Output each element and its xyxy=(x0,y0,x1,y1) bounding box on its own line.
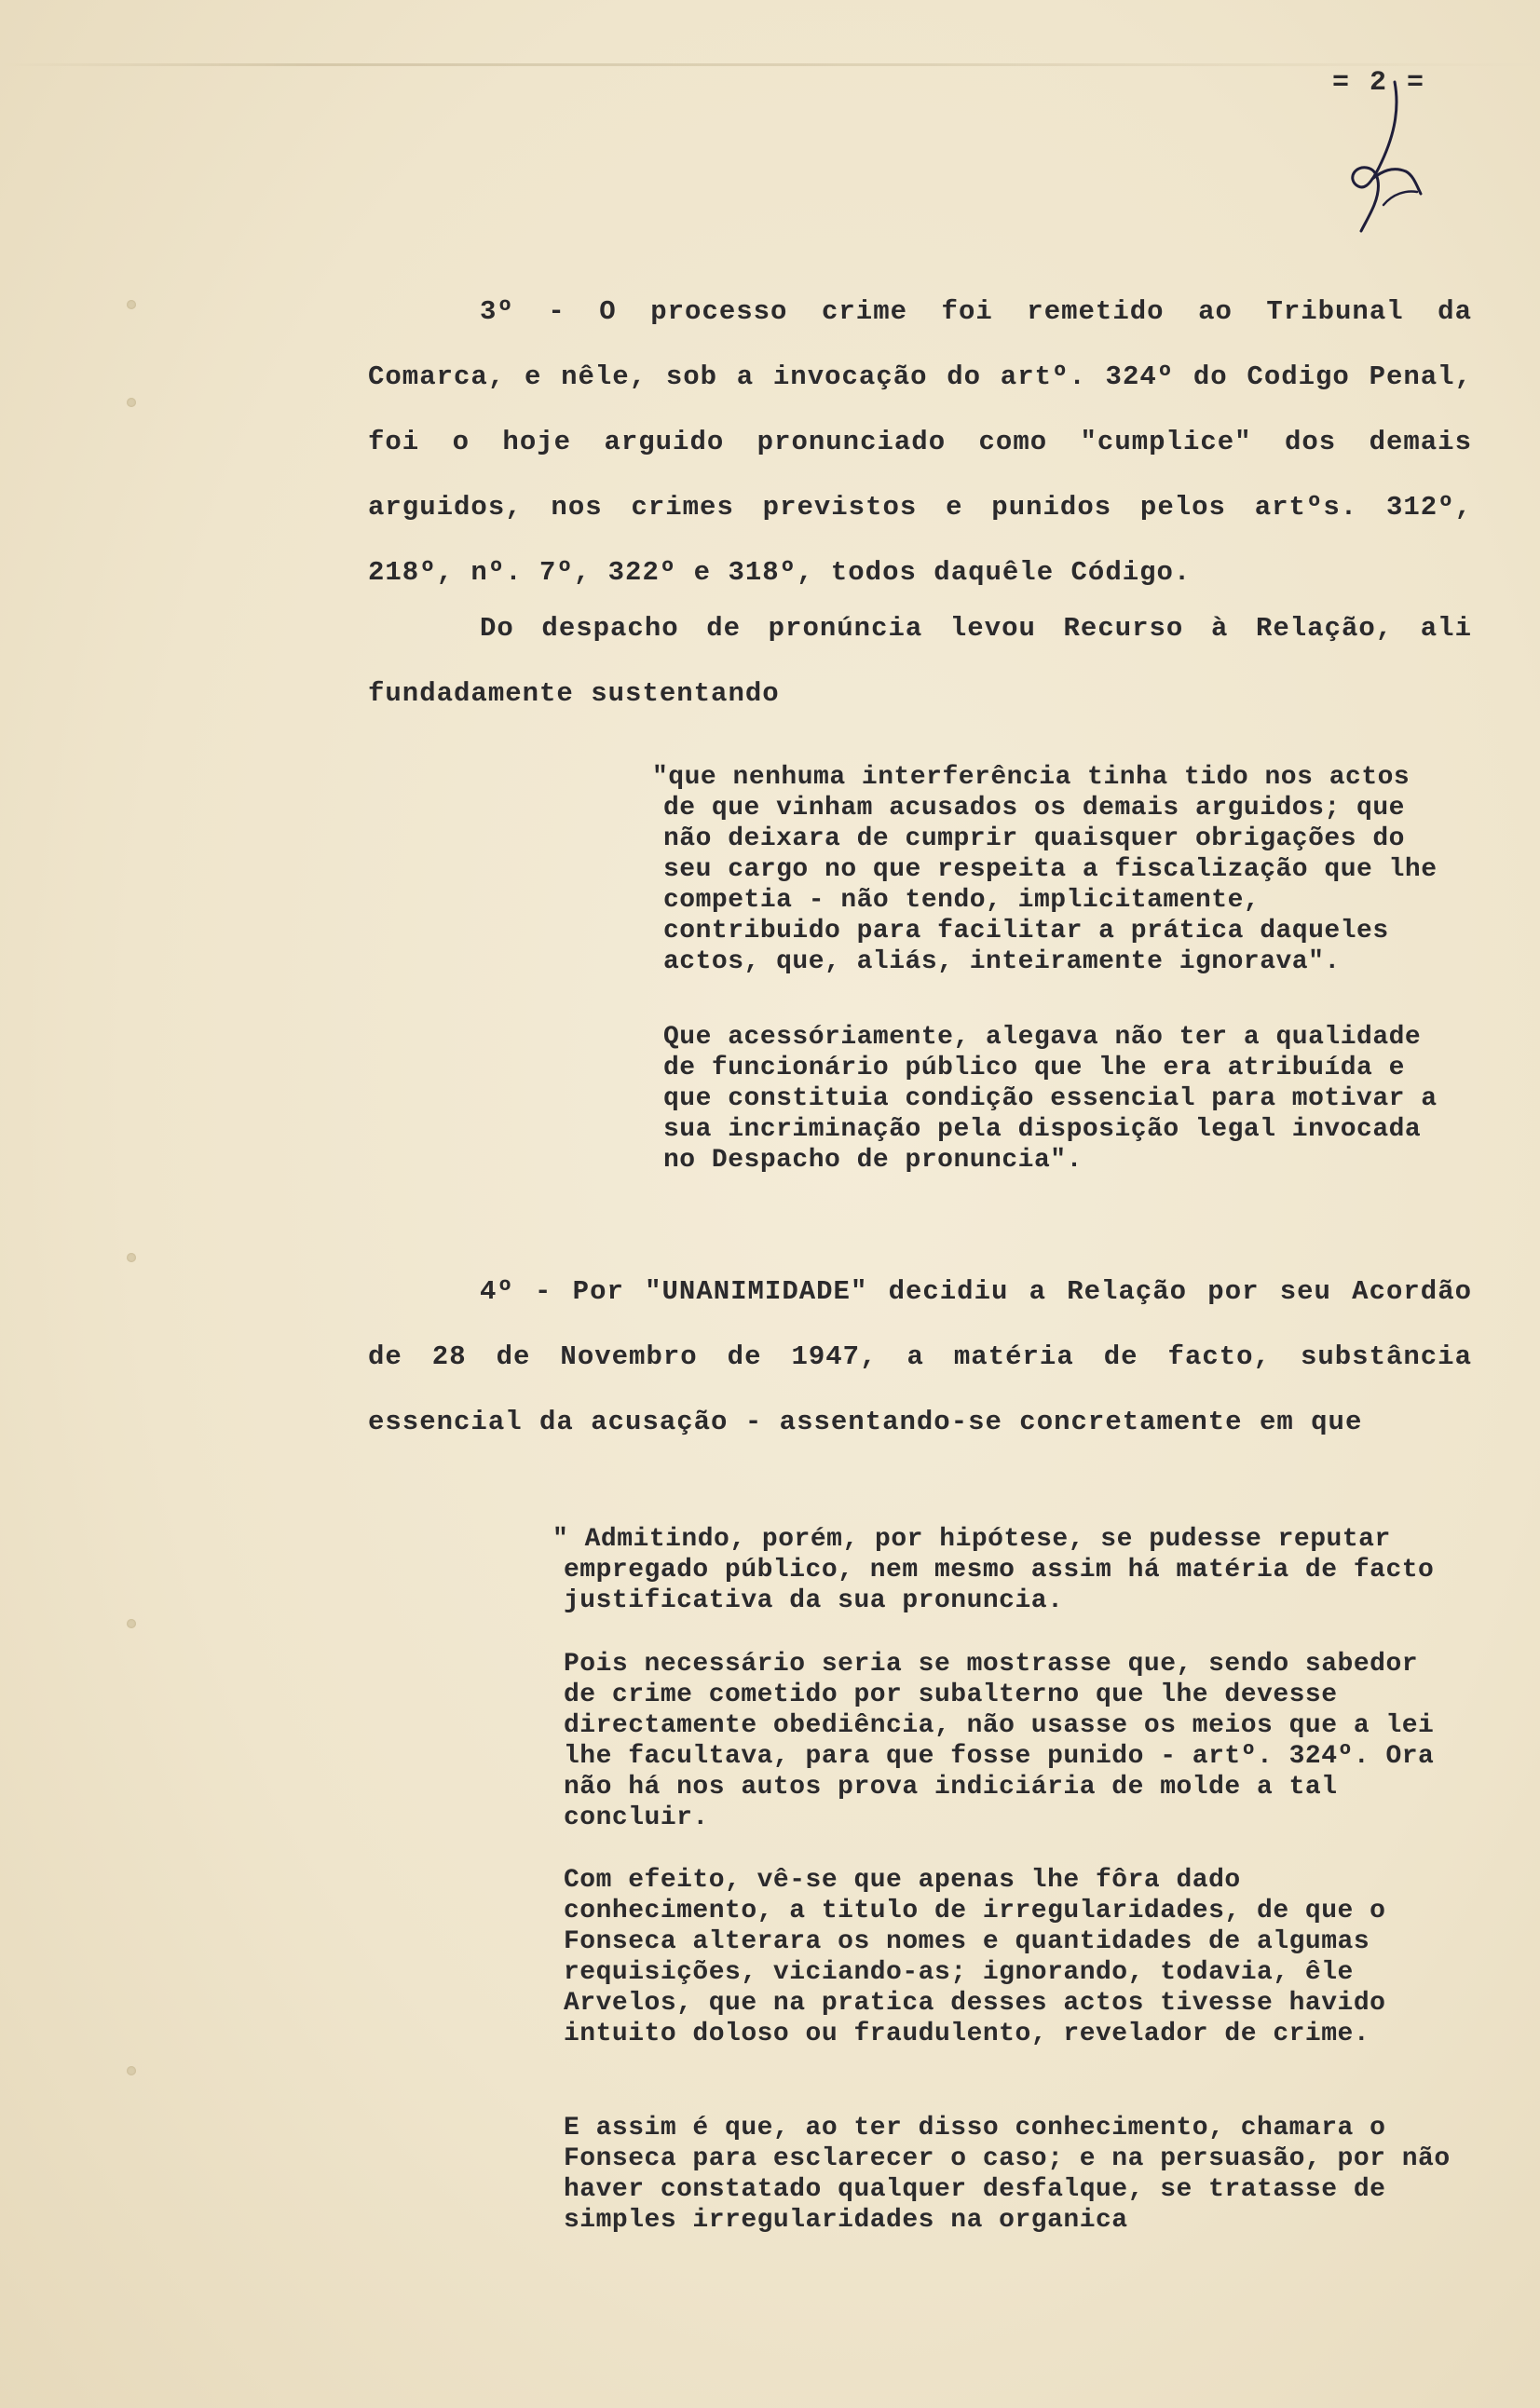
paragraph-3: 3º - O processo crime foi remetido ao Tribunal da Comarca, e nêle, sob a invocação do artº. 324º do Codigo Penal, foi o hoje arguido pronunciado como "cumplice" dos demais arguidos, nos crimes previstos e punidos pelos artºs. 312º, 218º, nº. 7º, 322º e 318º, todos daquêle Código. xyxy=(368,296,1472,588)
punch-hole xyxy=(127,398,136,407)
punch-hole xyxy=(127,300,136,309)
quote-6: E assim é que, ao ter disso conhecimento, chamara o Fonseca para esclarecer o caso; e na persuasão, por não haver constatado qualquer desfalque, se tratasse de simples irregularidades na organica xyxy=(564,2114,1451,2235)
quote-3: " Admitindo, porém, por hipótese, se pudesse reputar empregado público, nem mesmo assim há matéria de facto justificativa da sua pronuncia. xyxy=(552,1525,1435,1615)
paragraph-4: 4º - Por "UNANIMIDADE" decidiu a Relação por seu Acordão de 28 de Novembro de 1947, a matéria de facto, substância essencial da acusação - assentando-se concretamente em que xyxy=(368,1276,1472,1437)
paper-fold xyxy=(0,63,1540,66)
quote-4: Pois necessário seria se mostrasse que, sendo sabedor de crime cometido por subalterno que lhe devesse directamente obediência, não usasse os meios que a lei lhe facultava, para que fosse punido - artº. 324º. Ora não há nos autos prova indiciária de molde a tal concluir. xyxy=(564,1650,1435,1832)
paragraph-3-continuation: Do despacho de pronúncia levou Recurso à Relação, ali fundadamente sustentando xyxy=(368,613,1472,709)
page-number: = 2 = xyxy=(1332,67,1426,99)
punch-hole xyxy=(127,1619,136,1628)
quote-5: Com efeito, vê-se que apenas lhe fôra dado conhecimento, a titulo de irregularidades, de que o Fonseca alterara os nomes e quantidades de algumas requisições, viciando-as; ignorando, todavia, êle Arvelos, que na pratica desses actos tivesse havido intuito doloso ou fraudulento, revelador de crime. xyxy=(564,1866,1386,2048)
quote-1: "que nenhuma interferência tinha tido nos actos de que vinham acusados os demais arguidos; que não deixara de cumprir quaisquer obrigações do seu cargo no que respeita a fiscalização que lhe competia - não tendo, implicitamente, contribuido para facilitar a prática daqueles actos, que, aliás, inteiramente ignorava". xyxy=(652,763,1438,976)
punch-hole xyxy=(127,1253,136,1262)
signature-icon xyxy=(1328,75,1430,233)
punch-hole xyxy=(127,2066,136,2075)
quote-2: Que acessóriamente, alegava não ter a qualidade de funcionário público que lhe era atribuída e que constituia condição essencial para motivar a sua incriminação pela disposição legal invocada no Despacho de pronuncia". xyxy=(663,1023,1438,1175)
